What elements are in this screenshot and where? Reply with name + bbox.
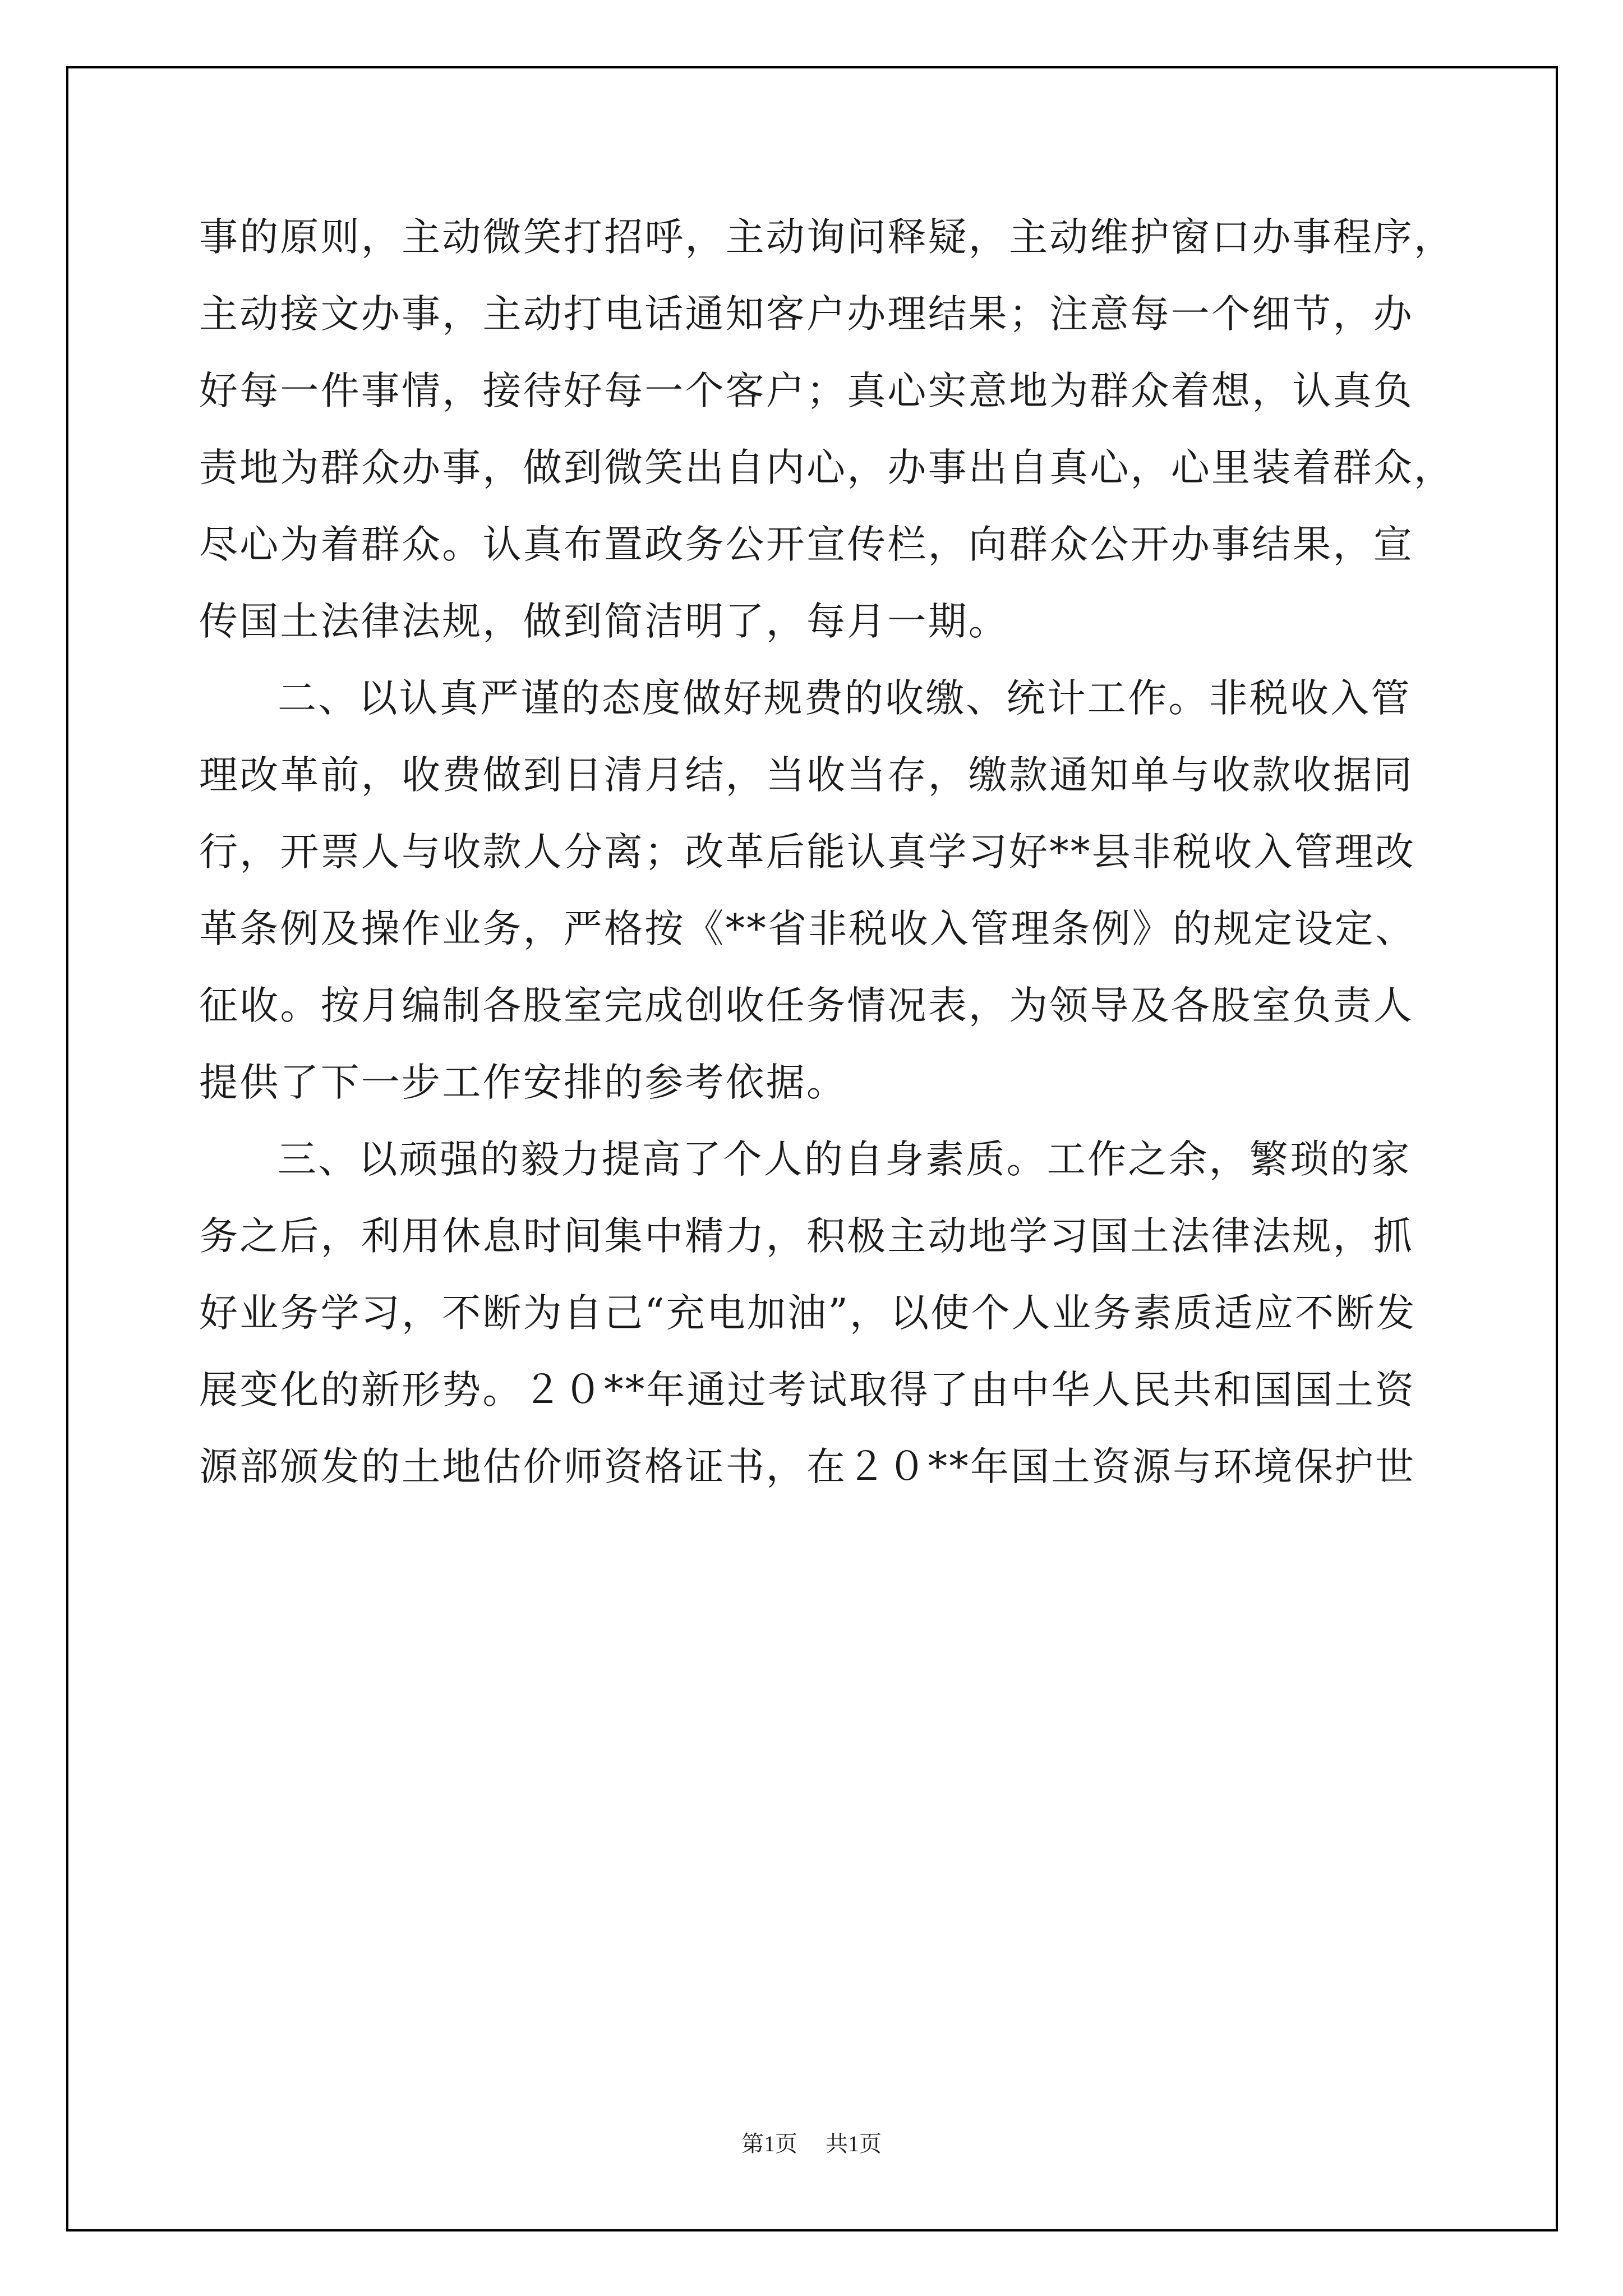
paragraph-1-line-5: 尽心为着群众。认真布置政务公开宣传栏，向群众公开办事结果，宣 [199, 522, 1414, 567]
paragraph-2-line-6: 提供了下一步工作安排的参考依据。 [199, 1060, 847, 1105]
paragraph-2-line-5: 征收。按月编制各股室完成创收任务情况表，为领导及各股室负责人 [199, 983, 1414, 1028]
page-number-current: 第1页 [741, 2131, 797, 2156]
paragraph-1-line-4: 责地为群众办事，做到微笑出自内心，办事出自真心，心里装着群众， [199, 445, 1455, 490]
page-footer [0, 2126, 1623, 2158]
paragraph-2-line-2: 理改革前，收费做到日清月结，当收当存，缴款通知单与收款收据同 [199, 753, 1414, 798]
paragraph-3-line-1: 三、以顽强的毅力提高了个人的自身素质。工作之余，繁琐的家 [278, 1137, 1412, 1182]
page-number-total: 共1页 [826, 2131, 882, 2156]
paragraph-2-line-4: 革条例及操作业务，严格按《**省非税收入管理条例》的规定设定、 [199, 907, 1416, 951]
paragraph-3-line-4: 展变化的新形势。２０**年通过考试取得了由中华人民共和国国土资 [199, 1368, 1416, 1412]
paragraph-3-line-5: 源部颁发的土地估价师资格证书，在２０**年国土资源与环境保护世 [199, 1444, 1416, 1489]
paragraph-1-line-2: 主动接文办事，主动打电话通知客户办理结果；注意每一个细节，办 [199, 292, 1414, 337]
paragraph-2-line-3: 行，开票人与收款人分离；改革后能认真学习好**县非税收入管理改 [199, 830, 1416, 875]
paragraph-1-line-6: 传国土法律法规，做到简洁明了，每月一期。 [199, 599, 1009, 644]
document-body [199, 199, 1461, 1506]
paragraph-1-line-1: 事的原则，主动微笑打招呼，主动询问释疑，主动维护窗口办事程序， [199, 215, 1455, 260]
paragraph-3-line-2: 务之后，利用休息时间集中精力，积极主动地学习国土法律法规，抓 [199, 1214, 1414, 1259]
paragraph-2-line-1: 二、以认真严谨的态度做好规费的收缴、统计工作。非税收入管 [278, 676, 1412, 721]
paragraph-3-line-3: 好业务学习，不断为自己“充电加油”，以使个人业务素质适应不断发 [199, 1291, 1417, 1336]
paragraph-1-line-3: 好每一件事情，接待好每一个客户；真心实意地为群众着想，认真负 [199, 369, 1414, 413]
